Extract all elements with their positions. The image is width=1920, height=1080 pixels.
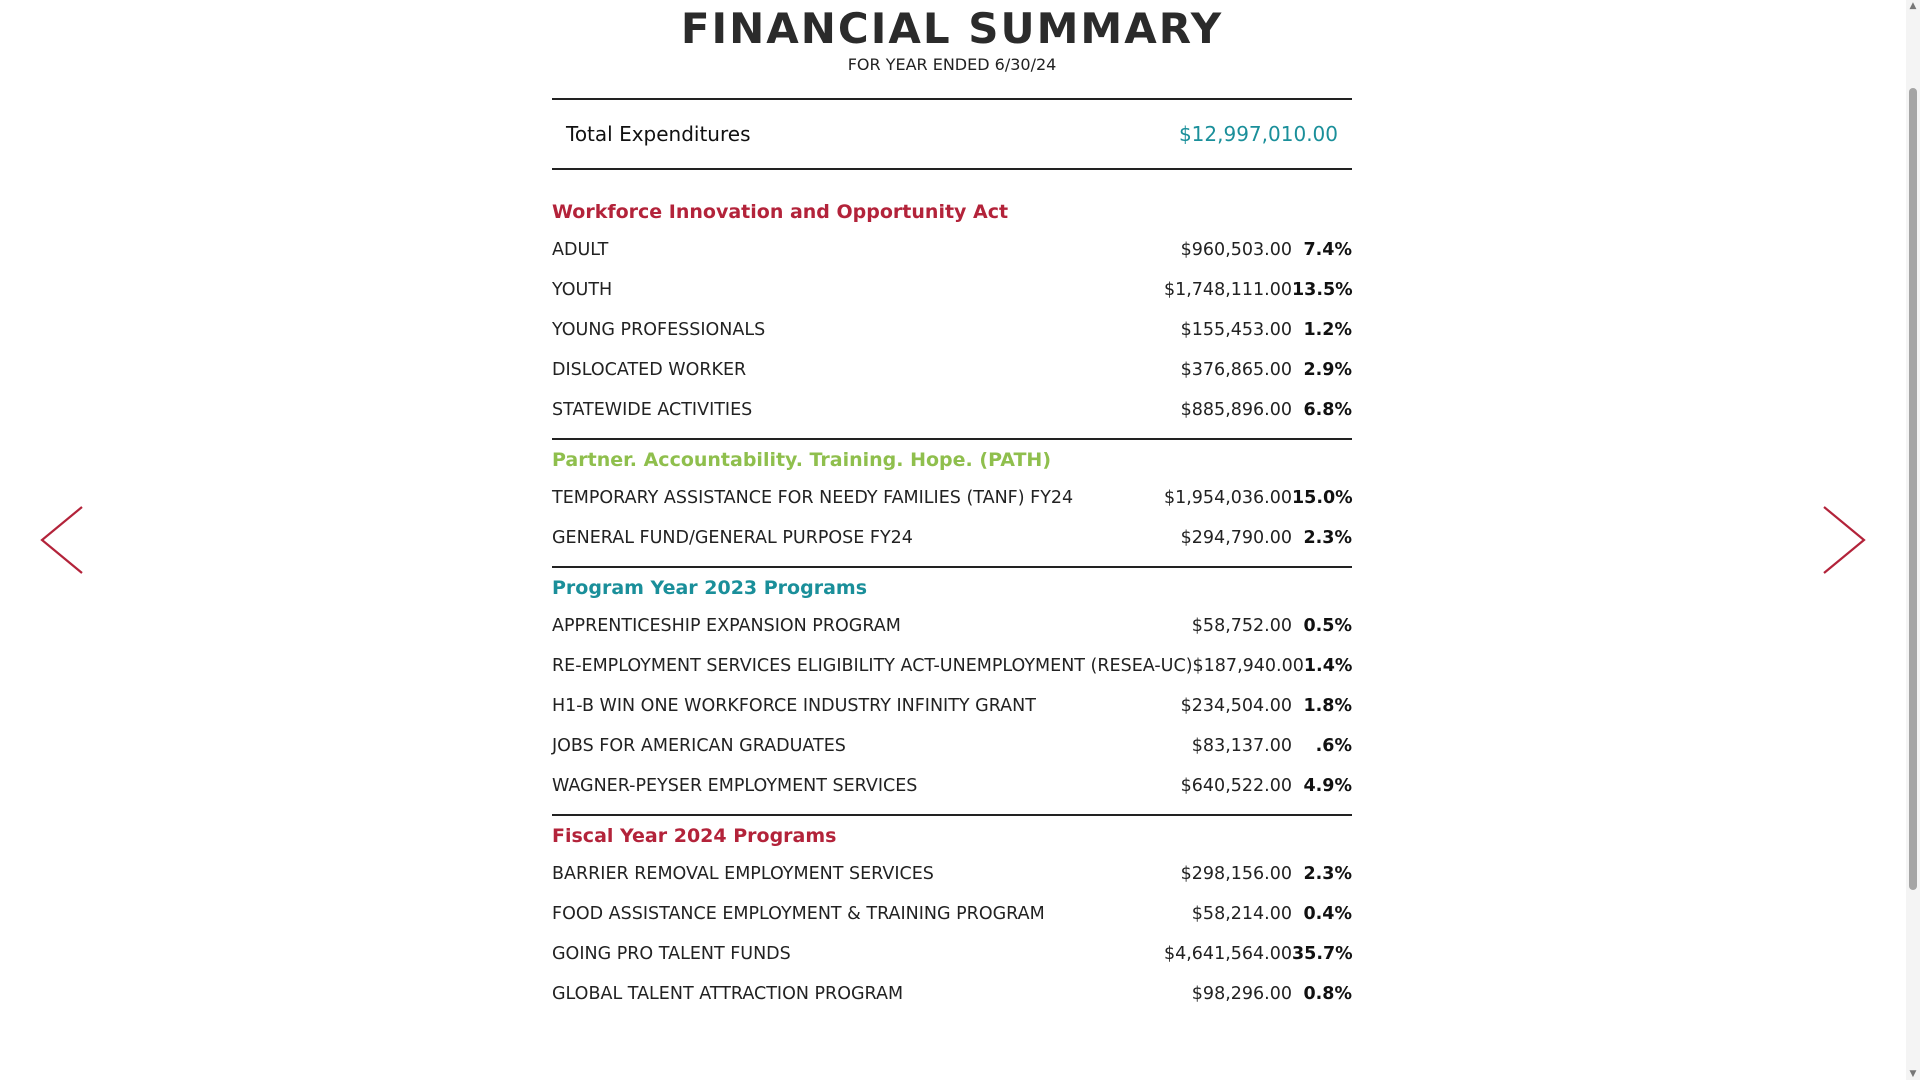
table-row (552, 350, 1352, 390)
chevron-right-icon (1818, 505, 1868, 575)
row-label: BARRIER REMOVAL EMPLOYMENT SERVICES (552, 864, 934, 884)
row-amount: $58,214.00 (1191, 904, 1292, 924)
section-fiscal-year-2024 (552, 816, 1352, 1022)
table-row (552, 974, 1352, 1014)
next-slide-button[interactable] (1818, 505, 1868, 575)
section-wioa (552, 200, 1352, 440)
row-label: GLOBAL TALENT ATTRACTION PROGRAM (552, 984, 904, 1004)
row-amount: $298,156.00 (1180, 864, 1292, 884)
table-row (552, 646, 1352, 686)
row-label: GOING PRO TALENT FUNDS (552, 944, 791, 964)
table-row (552, 310, 1352, 350)
row-amount: $1,954,036.00 (1163, 488, 1292, 508)
row-percent: 1.2% (1303, 320, 1352, 340)
row-label: TEMPORARY ASSISTANCE FOR NEEDY FAMILIES (TANF) FY24 (552, 488, 1074, 508)
row-amount: $98,296.00 (1191, 984, 1292, 1004)
table-row (552, 390, 1352, 430)
section-path (552, 440, 1352, 568)
scroll-down-icon[interactable]: ▼ (1909, 1069, 1917, 1079)
row-percent: 0.5% (1303, 616, 1352, 636)
scrollbar-thumb[interactable] (1909, 88, 1917, 890)
section-title-py2023: Program Year 2023 Programs (552, 577, 868, 599)
row-amount: $960,503.00 (1180, 240, 1292, 260)
row-amount: $58,752.00 (1191, 616, 1292, 636)
table-row (552, 766, 1352, 806)
row-amount: $155,453.00 (1180, 320, 1292, 340)
total-expenditures-value: $12,997,010.00 (1178, 122, 1338, 146)
row-label: YOUTH (552, 280, 613, 300)
table-row (552, 518, 1352, 558)
row-amount: $1,748,111.00 (1163, 280, 1292, 300)
row-label: APPRENTICESHIP EXPANSION PROGRAM (552, 616, 901, 636)
row-percent: 0.8% (1303, 984, 1352, 1004)
row-percent: 0.4% (1303, 904, 1352, 924)
row-percent: 15.0% (1292, 488, 1353, 508)
row-percent: 1.4% (1303, 656, 1353, 676)
row-percent: 2.3% (1303, 528, 1352, 548)
row-label: YOUNG PROFESSIONALS (552, 320, 766, 340)
row-percent: 35.7% (1292, 944, 1353, 964)
financial-summary-document (552, 0, 1352, 1022)
row-label: H1-B WIN ONE WORKFORCE INDUSTRY INFINITY GRANT (552, 696, 1036, 716)
row-label: ADULT (552, 240, 609, 260)
total-expenditures-label: Total Expenditures (566, 122, 751, 146)
row-amount: $187,940.00 (1192, 656, 1304, 676)
row-label: GENERAL FUND/GENERAL PURPOSE FY24 (552, 528, 913, 548)
row-percent: 6.8% (1303, 400, 1352, 420)
row-amount: $885,896.00 (1180, 400, 1292, 420)
table-row (552, 934, 1352, 974)
total-expenditures-box (552, 98, 1352, 170)
row-label: WAGNER-PEYSER EMPLOYMENT SERVICES (552, 776, 918, 796)
page-subtitle: FOR YEAR ENDED 6/30/24 (847, 55, 1057, 74)
vertical-scrollbar[interactable] (1906, 0, 1920, 1080)
chevron-left-icon (38, 505, 88, 575)
table-row (552, 478, 1352, 518)
row-amount: $376,865.00 (1180, 360, 1292, 380)
row-amount: $294,790.00 (1180, 528, 1292, 548)
row-percent: .6% (1315, 736, 1352, 756)
row-amount: $4,641,564.00 (1163, 944, 1292, 964)
table-row (552, 726, 1352, 766)
section-title-wioa: Workforce Innovation and Opportunity Act (552, 201, 1009, 223)
scroll-up-icon[interactable]: ▲ (1909, 1, 1917, 11)
section-title-fy2024: Fiscal Year 2024 Programs (552, 825, 837, 847)
row-label: JOBS FOR AMERICAN GRADUATES (552, 736, 846, 756)
row-percent: 13.5% (1292, 280, 1353, 300)
row-percent: 1.8% (1303, 696, 1352, 716)
row-label: FOOD ASSISTANCE EMPLOYMENT & TRAINING PROGRAM (552, 904, 1045, 924)
table-row (552, 894, 1352, 934)
row-label: STATEWIDE ACTIVITIES (552, 400, 753, 420)
row-percent: 2.9% (1303, 360, 1352, 380)
row-percent: 2.3% (1303, 864, 1352, 884)
prev-slide-button[interactable] (38, 505, 88, 575)
row-amount: $640,522.00 (1180, 776, 1292, 796)
row-amount: $234,504.00 (1180, 696, 1292, 716)
row-amount: $83,137.00 (1191, 736, 1292, 756)
row-label: RE-EMPLOYMENT SERVICES ELIGIBILITY ACT-UNEMPLOYMENT (RESEA-UC) (552, 656, 1193, 676)
table-row (552, 854, 1352, 894)
section-title-path: Partner. Accountability. Training. Hope. (PATH) (552, 449, 1052, 471)
page-title: FINANCIAL SUMMARY (680, 4, 1224, 53)
table-row (552, 606, 1352, 646)
row-percent: 4.9% (1303, 776, 1352, 796)
section-program-year-2023 (552, 568, 1352, 816)
table-row (552, 230, 1352, 270)
row-percent: 7.4% (1303, 240, 1352, 260)
table-row (552, 270, 1352, 310)
row-label: DISLOCATED WORKER (552, 360, 747, 380)
table-row (552, 686, 1352, 726)
